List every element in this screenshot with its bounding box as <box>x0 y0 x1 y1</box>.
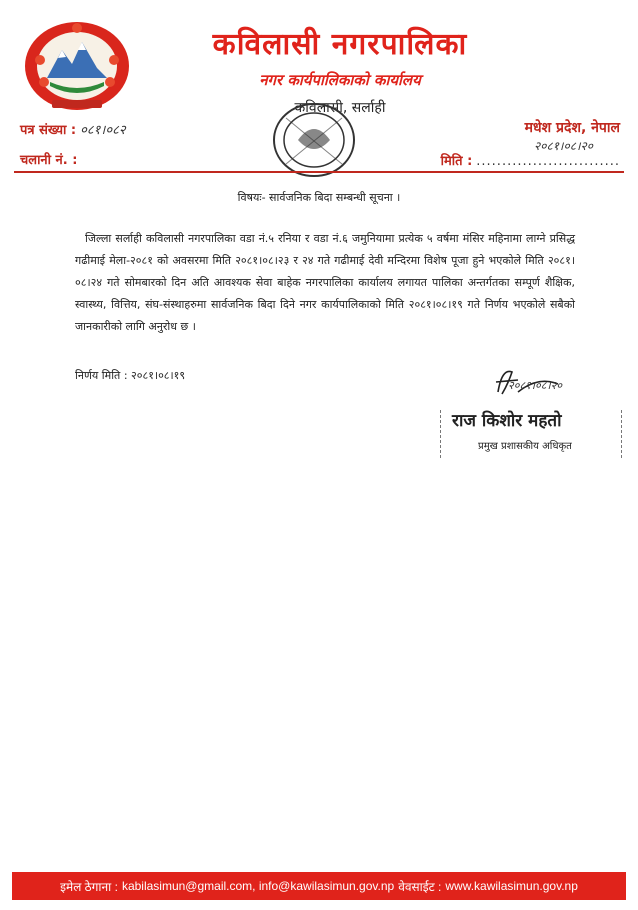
header-divider <box>14 171 624 173</box>
office-stamp-icon <box>268 98 360 182</box>
footer-email-label: इमेल ठेगाना : <box>60 879 118 894</box>
organization-name: कविलासी नगरपालिका <box>212 27 468 62</box>
footer-contact-bar <box>12 872 626 900</box>
footer-email-value: kabilasimun@gmail.com, info@kawilasimun.gov.np <box>121 879 395 893</box>
reference-number <box>20 120 126 138</box>
date-dots: ............................ <box>476 154 620 169</box>
letter-date-value: २०८१।०८।२० <box>533 139 593 153</box>
signer-title: प्रमुख प्रशासकीय अधिकृत <box>478 441 572 452</box>
footer-website-value: www.kawilasimun.gov.np <box>445 879 578 893</box>
decision-date: निर्णय मिति : २०८१।०८।१९ <box>75 369 186 382</box>
reference-value: ०८१।०८२ <box>80 123 126 138</box>
dispatch-number: चलानी नं. : <box>20 153 78 168</box>
office-name: नगर कार्यपालिकाको कार्यालय <box>259 71 421 89</box>
signer-name: राज किशोर महतो <box>452 411 562 431</box>
letter-subject: विषयः- सार्वजनिक बिदा सम्बन्धी सूचना । <box>237 191 401 204</box>
footer-website-label: वेवसाईट : <box>398 879 442 894</box>
reference-label: पत्र संख्या : <box>20 123 77 138</box>
signature-date: २०८१।०८।२० <box>508 379 563 392</box>
letter-body: जिल्ला सर्लाही कविलासी नगरपालिका वडा नं.५ रनिया र वडा नं.६ जमुनियामा प्रत्येक ५ वर्षमा मंसिर महिनामा लाग्ने प्रसिद्ध गढीमाई मेला-२०८१ को अवसरमा मिति २०८१।०८।२३ र २४ गते गढीमाई देवी मन्दिरमा विशेष पूजा हुने भएकोले मिति २०८१।०८।२४ गते सोमबारको दिन अति आवश्यक सेवा बाहेक नगरपालिका कार्यालय लगायत पालिका अन्तर्गतका सम्पूर्ण शैक्षिक, स्वास्थ्य, वित्तिय, संघ-संस्थाहरुमा सार्वजनिक बिदा दिने नगर कार्यपालिकाको मिति २०८१।०८।१९ गते निर्णय भएकोले सबैको जानकारीको लागि अनुरोध छ । <box>75 232 575 333</box>
letter-date <box>441 151 620 169</box>
government-emblem-icon <box>22 20 132 112</box>
office-address: कविलासी, सर्लाही <box>294 100 386 116</box>
province-name: मधेश प्रदेश, नेपाल <box>524 120 620 136</box>
date-label: मिति : <box>440 154 473 169</box>
